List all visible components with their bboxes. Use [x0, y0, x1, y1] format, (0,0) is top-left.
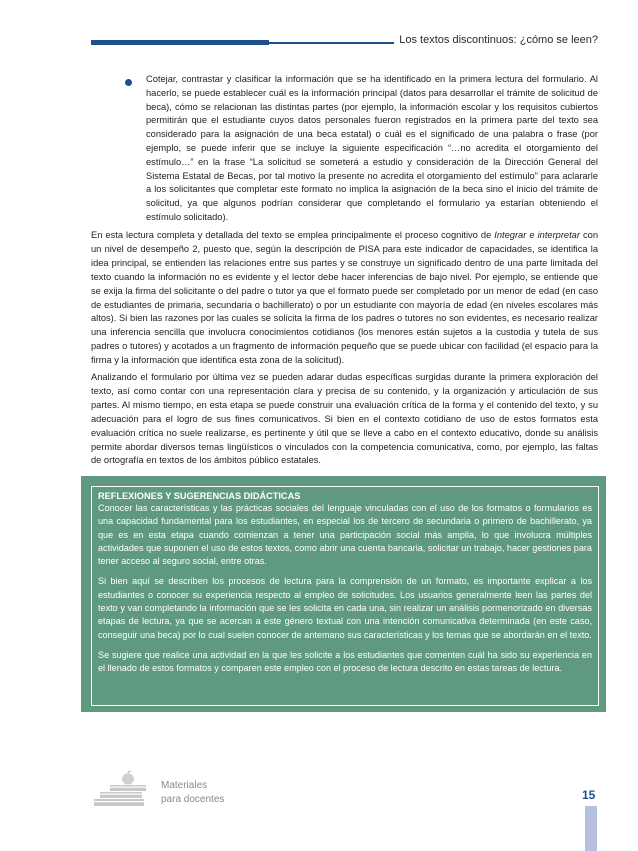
- paragraph-1-start: En esta lectura completa y detallada del texto se emplea principalmente el proceso cognitivo de: [91, 230, 495, 240]
- bullet-item-text: Cotejar, contrastar y clasificar la información que se ha identificado en la primera lectura del formulario. Al hacerlo, se puede establecer cuál es la información principal (datos para desarrollar el trámite de solicitud de beca), cómo se relacionan las distintas partes (por ejemplo, la información escolar y los requisitos cubiertos permitirán que el estudiante cuyos datos personales fueron registrados en la primera parte del texto sea considerado para la asignación de una beca estatal) o cuál es el significado de una palabra o frase (por ejemplo, se puede inferir que se incluye la siguiente especificación “…no acredita el otorgamiento del estímulo…” en la frase “La solicitud se someterá a estudio y consideración de la Dirección General del Sistema Estatal de Becas, por tal motivo la presente no acredita el otorgamiento del estímulo” para aclararle a los solicitantes que completar este formato no implica la asignación de la beca sino el inicio del trámite de solicitud, ya que algunos podrían considerar que completando el formulario ya estarían obteniendo el estímulo solicitado).: [146, 74, 598, 222]
- header-rule-thin: [269, 42, 394, 44]
- running-header-title: Los textos discontinuos: ¿cómo se leen?: [399, 34, 598, 46]
- paragraph-1-italic-term: Integrar e interpretar: [494, 230, 580, 240]
- reflections-paragraph-2: Si bien aquí se describen los procesos de lectura para la comprensión de un formato, es importante explicar a los estudiantes o conocer su experiencia respecto al empleo de solicitudes. Los usuarios generalmente leen las partes del texto y van completando la información que se les solicita en cada una, sin realizar un análisis pormenorizado en diversas etapas de lectura, ya que se acercan a este género textual con una intención comunicativa determinada (en este caso, conseguir una beca) por lo cual suelen conocer de antemano sus características y los temas que se abordarán en el texto.: [98, 576, 592, 640]
- page-number: 15: [582, 788, 596, 802]
- footer-line-1: Materiales: [161, 780, 208, 791]
- page-edge-tab: [585, 806, 597, 851]
- reflections-box: [91, 486, 599, 706]
- bullet-dot-icon: [125, 79, 132, 86]
- reflections-paragraph-3: Se sugiere que realice una actividad en la que les solicite a los estudiantes que comenten cuál ha sido su experiencia en el llenado de estos formatos y comparen este empleo con el proceso de lectura descrito en estas tareas de lectura.: [98, 649, 592, 674]
- reflections-box-title: REFLEXIONES Y SUGERENCIAS DIDÁCTICAS: [98, 491, 301, 501]
- footer-line-2: para docentes: [161, 794, 225, 805]
- body-paragraph-2: Analizando el formulario por última vez se pueden adarar dudas específicas surgidas durante la primera exploración del texto, así como contar con una representación clara y precisa de su contenido, y la organización y articulación de sus partes. Al mismo tiempo, en esta etapa se puede construir una evaluación crítica de la forma y el contenido del texto, y su adecuación para el logro de sus fines comunicativos. Si bien en el contexto cotidiano de uso de estos formatos esta evaluación crítica no suele realizarse, es pertinente y útil que se lleve a cabo en el contexto educativo, donde su análisis permite abordar diversos temas lingüísticos o vinculados con la competencia comunicativa, como, por ejemplo, las faltas de ortografía en textos de los ámbitos público estatales.: [91, 372, 598, 466]
- body-paragraph-1: [91, 229, 598, 368]
- footer-label: [161, 779, 224, 807]
- reflections-paragraph-1: Conocer las características y las prácticas sociales del lenguaje vinculadas con el uso de los formatos o formularios es una capacidad fundamental para los estudiantes, en especial los de tercero de secundaria o primero de bachillerato, ya que es en esta etapa cuando comienzan a tener una participación social más amplia, lo que involucra múltiples actividades que suponen el uso de estos textos, como abrir una cuenta bancaria, solicitar un trabajo, hacer gestiones para tener acceso al seguro social, entre otras.: [98, 503, 592, 567]
- books-apple-icon: [92, 771, 150, 811]
- header-rule-dark: [91, 40, 269, 45]
- paragraph-1-rest: con un nivel de desempeño 2, puesto que, según la descripción de PISA para este indicador de capacidades, se identifica la idea principal, se entienden las relaciones entre sus partes y se construye un significado dentro de una parte limitada del texto cuando la información no es evidente y el lector debe hacer inferencias de bajo nivel. Por ejemplo, se entiende que se exija la firma del solicitante o del padre o tutor ya que el formato puede ser completado por un menor de edad (en caso de estudiantes de primaria, secundaria o bachillerato) o por un estudiante con mayoría de edad (en niveles escolares más altos). Si bien las razones por las cuales se solicita la firma de los padres o tutores no son evidentes, es necesario realizar una inferencia sencilla que involucra conocimientos cotidianos (los menores están sujetos a la custodia y tutela de sus padres o tutores) y acotados a un fragmento de información pequeño que se puede ubicar con facilidad (el espacio para la firma y la información que identifica esta zona de la solicitud).: [91, 230, 598, 366]
